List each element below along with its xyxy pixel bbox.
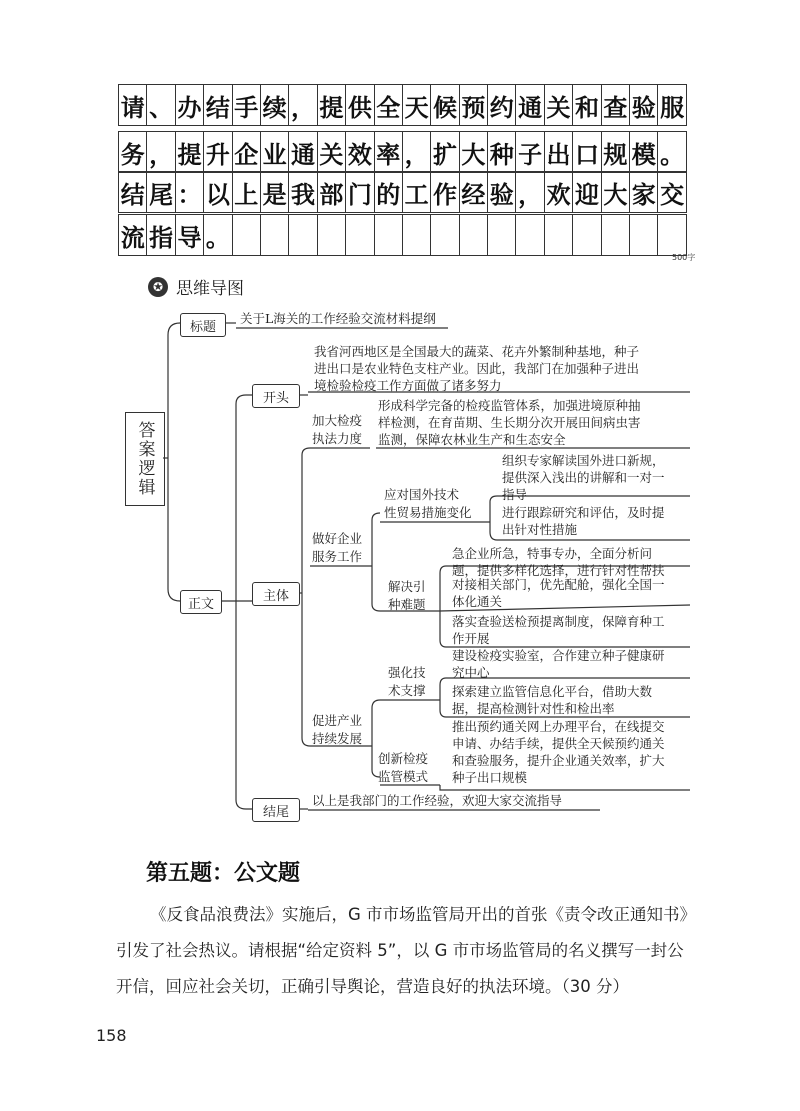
grid-cell: 。 [657, 131, 686, 173]
grid-cell: 手 [232, 84, 261, 126]
page-number: 158 [96, 1026, 127, 1045]
grid-cell: 大 [601, 171, 630, 213]
grid-cell: 交 [657, 171, 686, 213]
respond-label: 应对国外技术 性贸易措施变化 [384, 487, 472, 520]
respond-item: 进行跟踪研究和评估，及时提 出针对性措施 [502, 505, 665, 537]
grid-cell: 指 [146, 214, 175, 256]
grid-cell: 供 [345, 84, 374, 126]
grid-cell: 企 [232, 131, 261, 173]
grid-cell: 出 [544, 131, 573, 173]
grid-cell: 门 [345, 171, 374, 213]
tech-label: 强化技 术支撑 [388, 665, 426, 698]
grid-cell: 是 [260, 171, 289, 213]
grid-cell: 结 [118, 171, 147, 213]
tech-item: 探索建立监管信息化平台，借助大数 据，提高检测针对性和检出率 [452, 684, 653, 716]
strengthen-text: 形成科学完备的检疫监管体系，加强进境原种抽 样检测，在育苗期、生长期分次开展田间病虫害 监测，保障农林业生产和生态安全 [378, 398, 641, 447]
grid-cell: 欢 [544, 171, 573, 213]
grid-cell: 升 [203, 131, 232, 173]
main-node: 主体 [252, 582, 300, 606]
grid-cell: 业 [260, 131, 289, 173]
question-title: 第五题：公文题 [146, 861, 301, 886]
grid-cell: 尾 [146, 171, 175, 213]
grid-cell: 经 [459, 171, 488, 213]
title-node: 标题 [180, 313, 226, 337]
grid-cell: 通 [515, 84, 544, 126]
grid-cell: 以 [203, 171, 232, 213]
mind-map-title: 思维导图 [176, 279, 244, 299]
grid-cell: 全 [374, 84, 403, 126]
innovate-text: 推出预约通关网上办理平台，在线提交 申请、办结手续，提供全天候预约通关 和查验服务，提升企业通关效率，扩大 种子出口规模 [452, 719, 665, 785]
opening-text: 我省河西地区是全国最大的蔬菜、花卉外繁制种基地，种子 进出口是农业特色支柱产业。因此，我部门在加强种子进出 境检验检疫工作方面做了诸多努力 [314, 344, 640, 393]
grid-cell: 请 [118, 84, 147, 126]
grid-cell: ， [515, 171, 544, 213]
body-node: 正文 [180, 590, 222, 614]
grid-cell: 务 [118, 131, 147, 173]
grid-cell: 上 [232, 171, 261, 213]
grid-cell: 天 [402, 84, 431, 126]
title-text: 关于L海关的工作经验交流材料提纲 [240, 311, 436, 326]
grid-cell: 扩 [430, 131, 459, 173]
grid-cell: 迎 [572, 171, 601, 213]
grid-cell: 结 [203, 84, 232, 126]
grid-cell: 规 [601, 131, 630, 173]
grid-cell: 导 [175, 214, 204, 256]
grid-cell: 办 [175, 84, 204, 126]
respond-item: 组织专家解读国外进口新规， 提供深入浅出的讲解和一对一 指导 [502, 453, 665, 502]
grid-cell: 率 [374, 131, 403, 173]
grid-cell: 通 [288, 131, 317, 173]
grid-cell: 关 [544, 84, 573, 126]
grid-cell: 候 [430, 84, 459, 126]
word-count: 500字 [672, 253, 696, 262]
grid-cell: 的 [374, 171, 403, 213]
grid-cell: 查 [601, 84, 630, 126]
ending-node: 结尾 [252, 798, 300, 822]
grid-cell: 验 [487, 171, 516, 213]
grid-cell: 种 [487, 131, 516, 173]
ending-text: 以上是我部门的工作经验，欢迎大家交流指导 [312, 793, 563, 808]
grid-cell: 口 [572, 131, 601, 173]
grid-cell: 约 [487, 84, 516, 126]
grid-cell: 预 [459, 84, 488, 126]
grid-cell: 、 [146, 84, 175, 126]
grid-cell: ， [288, 84, 317, 126]
grid-cell: 提 [175, 131, 204, 173]
grid-cell: 工 [402, 171, 431, 213]
tech-item: 建设检疫实验室，合作建立种子健康研 究中心 [452, 648, 665, 680]
grid-cell: 部 [317, 171, 346, 213]
grid-cell: 我 [288, 171, 317, 213]
grid-cell: 大 [459, 131, 488, 173]
grid-cell: 关 [317, 131, 346, 173]
service-label: 做好企业 服务工作 [312, 531, 363, 564]
grid-cell: 子 [515, 131, 544, 173]
development-label: 促进产业 持续发展 [312, 713, 363, 746]
solve-item: 急企业所急，特事专办，全面分析问 题，提供多样化选择，进行针对性帮扶 [452, 546, 665, 578]
solve-item: 对接相关部门，优先配舱，强化全国一 体化通关 [452, 577, 665, 609]
opening-node: 开头 [252, 384, 300, 408]
grid-cell: 家 [629, 171, 658, 213]
grid-cell: 验 [629, 84, 658, 126]
grid-cell: ， [146, 131, 175, 173]
grid-cell: 和 [572, 84, 601, 126]
grid-cell: 服 [657, 84, 686, 126]
grid-cell: 流 [118, 214, 147, 256]
innovate-label: 创新检疫 监管模式 [378, 751, 429, 784]
grid-cell: 续 [260, 84, 289, 126]
solve-label: 解决引 种难题 [388, 579, 426, 612]
grid-cell: 提 [317, 84, 346, 126]
question-body: 《反食品浪费法》实施后，G 市市场监管局开出的首张《责令改正通知书》引发了社会热议。请根据“给定资料 5”，以 G 市市场监管局的名义撰写一封公开信，回应社会关切，正确引导舆论，营造良好的执法环境。（30 分） [116, 905, 688, 996]
strengthen-label: 加大检疫 执法力度 [312, 413, 363, 446]
grid-cell: ： [175, 171, 204, 213]
medal-icon: ✪ [148, 277, 168, 297]
grid-cell: 作 [430, 171, 459, 213]
grid-cell: 模 [629, 131, 658, 173]
solve-item: 落实查验送检预提离制度，保障育种工 作开展 [452, 614, 665, 646]
grid-cell: 效 [345, 131, 374, 173]
mind-map-root: 答案逻辑 [125, 412, 165, 506]
grid-cell: ， [402, 131, 431, 173]
grid-cell: 。 [203, 214, 232, 256]
